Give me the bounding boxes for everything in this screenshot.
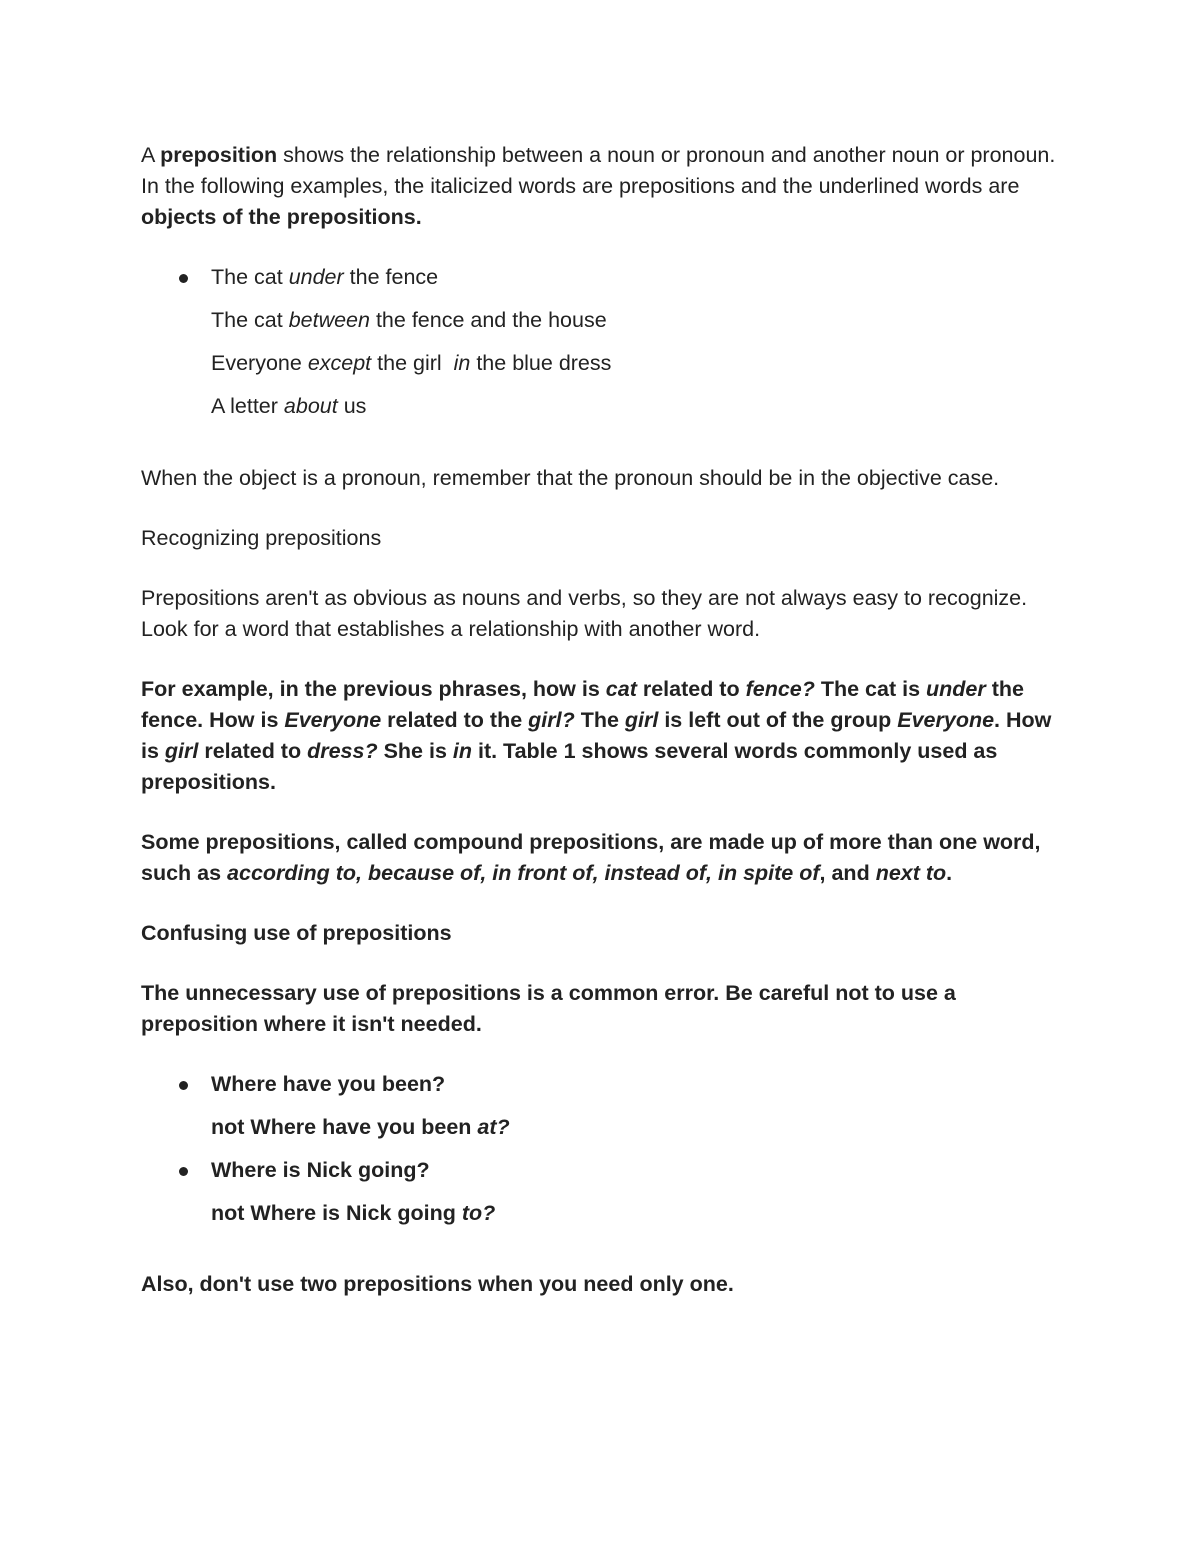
list-item bbox=[141, 1155, 1066, 1186]
bullet-icon bbox=[179, 1167, 188, 1176]
term-objects-of-prepositions: objects of the prepositions. bbox=[141, 205, 422, 229]
section-heading-confusing: Confusing use of prepositions bbox=[141, 921, 452, 945]
text-run: the fence. How is bbox=[141, 677, 1024, 732]
example-object: us bbox=[337, 394, 367, 418]
example-object: the fence and the house bbox=[369, 308, 607, 332]
text-run: it. Table 1 shows several words commonly used as prepositions. bbox=[141, 739, 998, 794]
incorrect-sentence: not Where is Nick going bbox=[211, 1201, 462, 1225]
compound-prepositions-paragraph bbox=[141, 827, 1066, 889]
italic-run: Everyone bbox=[897, 708, 995, 732]
list-item bbox=[141, 1112, 1066, 1143]
section-heading-recognizing: Recognizing prepositions bbox=[141, 526, 382, 550]
intro-paragraph bbox=[141, 140, 1066, 233]
unneeded-preposition: to? bbox=[461, 1201, 496, 1225]
italic-run: Everyone bbox=[284, 708, 382, 732]
text-run: The bbox=[574, 708, 625, 732]
example-text: The cat bbox=[211, 265, 289, 289]
unneeded-preposition: at? bbox=[477, 1115, 510, 1139]
pronoun-note: When the object is a pronoun, remember that the pronoun should be in the objective case. bbox=[141, 466, 1000, 490]
text-run: related to bbox=[198, 739, 308, 763]
correct-sentence: Where is Nick going? bbox=[211, 1158, 430, 1182]
italic-run: cat bbox=[605, 677, 637, 701]
text-run: For example, in the previous phrases, how is bbox=[141, 677, 606, 701]
intro-text-middle: shows the relationship between a noun or pronoun and another noun or pronoun. In the following examples, the italicized words are prepositions and the underlined words are bbox=[141, 143, 1056, 198]
text-run: . bbox=[946, 861, 953, 885]
bullet-icon bbox=[179, 274, 188, 283]
text-run: , and bbox=[819, 861, 876, 885]
example-object: the girl bbox=[371, 351, 454, 375]
example-preposition: under bbox=[288, 265, 344, 289]
example-preposition: in bbox=[453, 351, 471, 375]
text-run: Some prepositions, called compound prepositions, are made up of more than one word, such as bbox=[141, 830, 1041, 885]
bullet-icon bbox=[179, 1081, 188, 1090]
list-item bbox=[141, 262, 1066, 293]
final-note: Also, don't use two prepositions when you need only one. bbox=[141, 1272, 734, 1296]
italic-run: fence? bbox=[745, 677, 815, 701]
example-object: the fence bbox=[343, 265, 439, 289]
example-text: The cat bbox=[211, 308, 289, 332]
text-run: The cat is bbox=[814, 677, 927, 701]
text-run: related to bbox=[636, 677, 746, 701]
text-run: . How is bbox=[141, 708, 1052, 763]
correct-sentence: Where have you been? bbox=[211, 1072, 446, 1096]
wrong-usage-list bbox=[141, 1069, 1066, 1229]
intro-text-start: A bbox=[141, 143, 161, 167]
text-run: She is bbox=[377, 739, 453, 763]
italic-run: dress? bbox=[307, 739, 378, 763]
italic-run: in bbox=[452, 739, 472, 763]
list-item bbox=[141, 1069, 1066, 1100]
italic-run: according to, because of, in front of, instead of, in spite of bbox=[227, 861, 820, 885]
for-example-paragraph bbox=[141, 674, 1066, 798]
example-list bbox=[141, 262, 1066, 422]
term-preposition: preposition bbox=[160, 143, 278, 167]
list-item bbox=[141, 348, 1066, 379]
italic-run: under bbox=[926, 677, 986, 701]
example-object: the blue dress bbox=[470, 351, 612, 375]
italic-run: girl bbox=[624, 708, 659, 732]
example-preposition: between bbox=[288, 308, 370, 332]
text-run: related to the bbox=[381, 708, 529, 732]
list-item bbox=[141, 305, 1066, 336]
list-item bbox=[141, 1198, 1066, 1229]
italic-run: next to bbox=[875, 861, 947, 885]
text-run: is left out of the group bbox=[658, 708, 898, 732]
list-item bbox=[141, 391, 1066, 422]
example-preposition: about bbox=[283, 394, 338, 418]
example-text: A letter bbox=[211, 394, 284, 418]
document-body bbox=[141, 140, 1066, 1300]
italic-run: girl? bbox=[528, 708, 575, 732]
incorrect-sentence: not Where have you been bbox=[211, 1115, 478, 1139]
confusing-paragraph: The unnecessary use of prepositions is a common error. Be careful not to use a preposition where it isn't needed. bbox=[141, 981, 956, 1036]
italic-run: girl bbox=[164, 739, 199, 763]
recognizing-paragraph: Prepositions aren't as obvious as nouns and verbs, so they are not always easy to recognize. Look for a word that establishes a relationship with another word. bbox=[141, 586, 1028, 641]
example-preposition: except bbox=[307, 351, 372, 375]
example-text: Everyone bbox=[211, 351, 308, 375]
